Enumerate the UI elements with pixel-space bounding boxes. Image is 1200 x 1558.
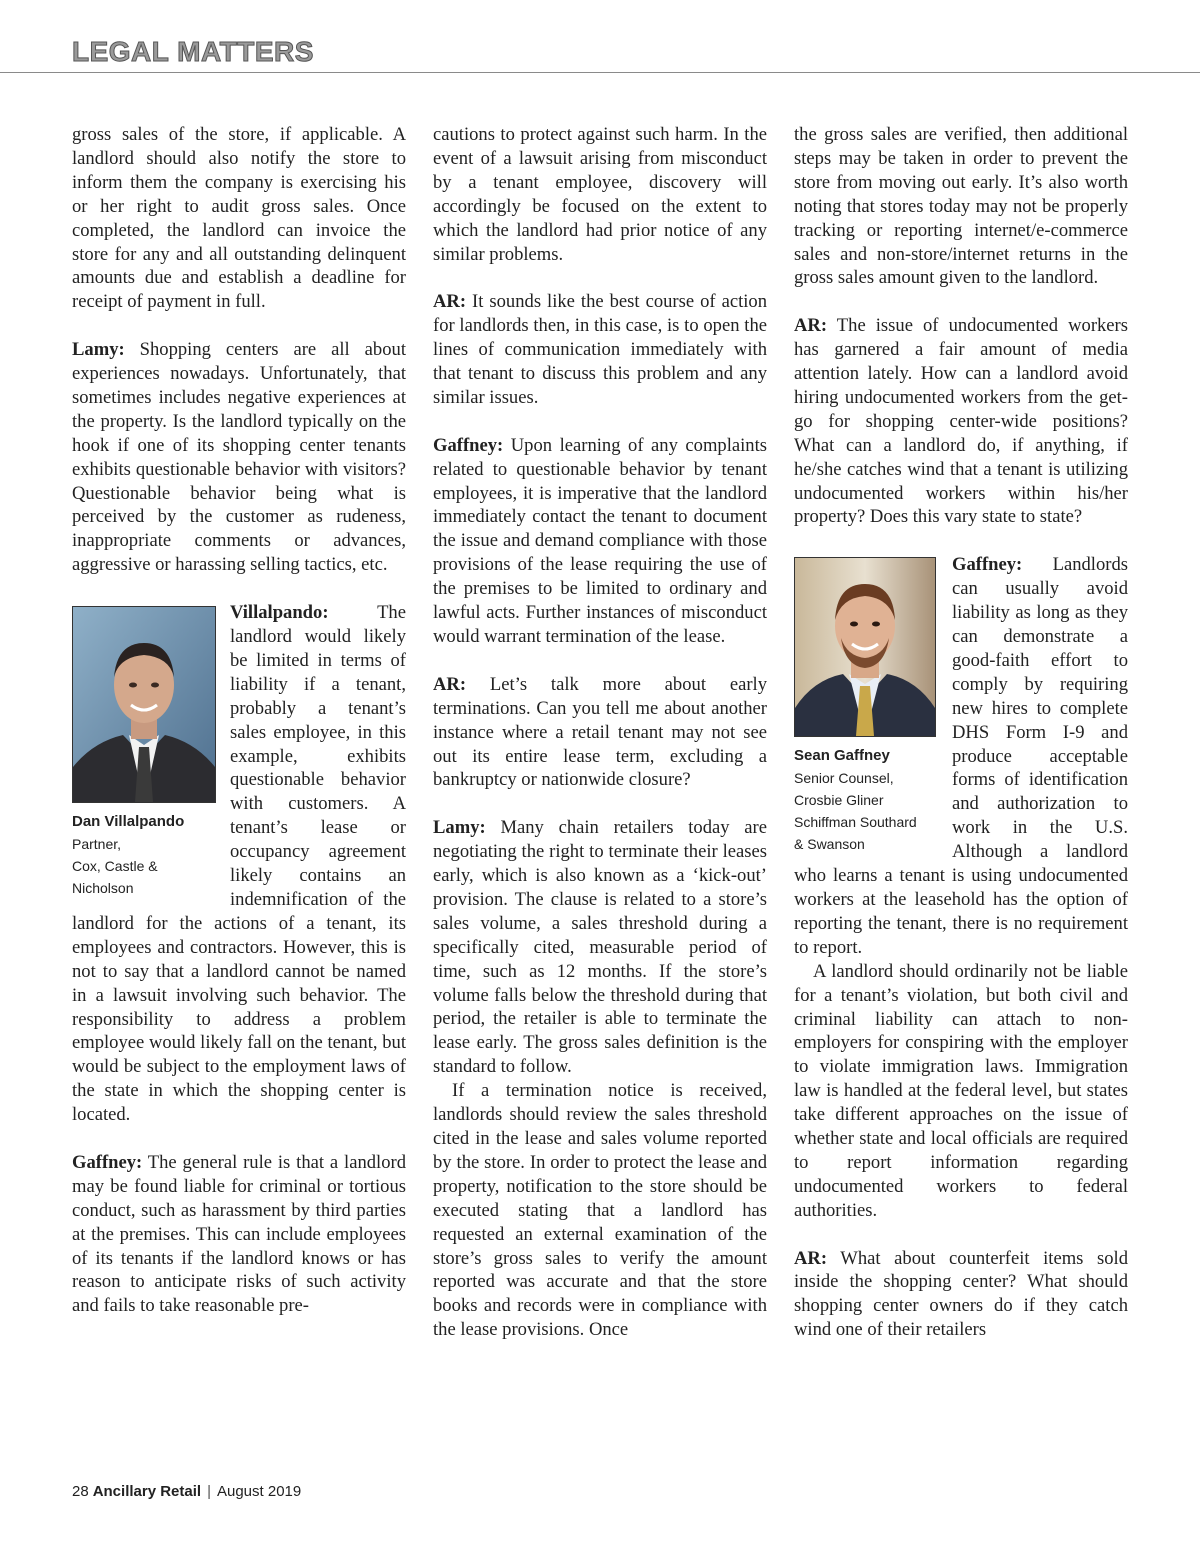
speaker-label: AR:	[794, 1247, 828, 1269]
speaker-label: Lamy:	[72, 339, 125, 361]
col2-paragraph-4	[433, 673, 767, 793]
speaker-label: Gaffney:	[72, 1151, 143, 1173]
paragraph-text: Shopping centers are all about experiences nowadays. Unfortunately, that sometimes includes negative experiences at the property. Is the landlord typically on the hook if one of its shopping center tenants exhibits questionable behavior with visitors? Questionable behavior being what is perceived by the customer as rudeness, inappropriate comments or advances, aggressive or harassing selling tactics, etc.	[72, 339, 406, 576]
speaker-label: AR:	[433, 291, 467, 313]
column-2	[433, 123, 767, 1342]
villalpando-caption	[72, 811, 220, 899]
villalpando-figure	[72, 606, 220, 899]
col2-paragraph-1: cautions to protect against such harm. In the event of a lawsuit arising from misconduct by a tenant employee, discovery will accordingly be focused on the extent to which the landlord had prior notice of any similar problems.	[433, 124, 767, 265]
col3-paragraph-5	[794, 1247, 1128, 1343]
caption-name: Dan Villalpando	[72, 813, 185, 831]
publication-name: Ancillary Retail	[92, 1483, 202, 1500]
gaffney-figure	[794, 557, 942, 855]
col1-paragraph-1: gross sales of the store, if applicable. A landlord should also notify the store to inform them the company is exercising his or her right to audit gross sales. Once completed, the landlord can invoice the store for any and all outstanding delinquent amounts due and establish a deadline for receipt of payment in full.	[72, 124, 406, 313]
caption-role: Crosbie Gliner	[794, 792, 884, 809]
caption-role: Cox, Castle &	[72, 858, 158, 875]
col1-paragraph-4	[72, 1151, 406, 1318]
caption-role: & Swanson	[794, 836, 865, 853]
col1-paragraph-2	[72, 338, 406, 577]
col2-paragraph-6: If a termination notice is received, landlords should review the sales threshold cited in the lease and sales volume reported by the store. In order to protect the lease and property, notification to the store should be executed stating that a landlord has requested an external examination of the store’s gross sales to verify the amount reported was accurate and that the store books and records were in compliance with the lease provisions. Once	[433, 1080, 767, 1341]
caption-role: Nicholson	[72, 880, 134, 897]
paragraph-text: Landlords can usually avoid liability as long as they can demonstrate a good-faith effort to comply by requiring new hires to complete DHS Form I-9 and produce acceptable forms of identification and authorization to work in the U.S. Although a landlord who learns a tenant is using undocumented workers at the leasehold has the option of reporting the tenant, there is no requirement to report.	[794, 554, 1128, 958]
col3-paragraph-2	[794, 314, 1128, 529]
paragraph-text: It sounds like the best course of action for landlords then, in this case, is to open the lines of communication immediately with that tenant to discuss this problem and any similar issues.	[433, 291, 767, 408]
gaffney-caption	[794, 745, 942, 855]
col2-paragraph-5	[433, 816, 767, 1079]
paragraph-text: The general rule is that a landlord may be found liable for criminal or tortious conduct, such as harassment by third parties at the premises. This can include employees of its tenants if the landlord knows or has reason to anticipate risks of such activity and fails to take reasonable pre-	[72, 1151, 406, 1317]
header-rule	[0, 72, 1200, 73]
speaker-label: Gaffney:	[952, 554, 1023, 576]
col2-paragraph-2	[433, 290, 767, 410]
speaker-label: AR:	[433, 673, 467, 695]
col3-paragraph-4: A landlord should ordinarily not be liable for a tenant’s violation, but both civil and criminal liability can attach to non-employers for conspiring with the employer to violate immigration laws. Immigration law is handled at the federal level, but states take different approaches on the issue of whether state and local officials are required to report information regarding undocumented workers to federal authorities.	[794, 960, 1128, 1221]
speaker-label: Gaffney:	[433, 434, 504, 456]
caption-role: Senior Counsel,	[794, 770, 894, 787]
section-title: LEGAL MATTERS	[72, 36, 314, 67]
villalpando-photo	[72, 606, 216, 803]
gaffney-photo	[794, 557, 936, 737]
page-footer	[72, 1483, 301, 1500]
speaker-label: AR:	[794, 315, 828, 337]
column-1	[72, 123, 406, 1318]
caption-role: Partner,	[72, 836, 122, 853]
col3-paragraph-1: the gross sales are verified, then additional steps may be taken in order to prevent the store from moving out early. It’s also worth noting that stores today may not be properly tracking or reporting internet/e-commerce sales and non-store/internet returns in the gross sales amount given to the landlord.	[794, 124, 1128, 289]
speaker-label: Villalpando:	[230, 602, 329, 624]
caption-role: Schiffman Southard	[794, 814, 917, 831]
paragraph-text: Many chain retailers today are negotiating the right to terminate their leases early, which is also known as a ‘kick-out’ provision. The clause is related to a store’s sales volume, a sales threshold during a specifically cited, measurable period of time, such as 12 months. If the store’s volume falls below the threshold during that period, the retailer is able to terminate the lease early. The gross sales definition is the standard to follow.	[433, 817, 767, 1078]
page-number: 28	[72, 1483, 89, 1500]
speaker-label: Lamy:	[433, 817, 486, 839]
footer-separator: |	[207, 1483, 211, 1500]
paragraph-text: The landlord would likely be limited in terms of liability if a tenant, probably a tenant’s sales employee, in this example, exhibits questionable behavior with customers. A tenant’s lease or occupancy agreement likely contains an indemnification of the landlord for the actions of a tenant, its employees and contractors. However, this is not to say that a landlord cannot be named in a lawsuit involving such behavior. The responsibility to address a problem employee would likely fall on the tenant, but would be subject to the employment laws of the state in which the shopping center is located.	[72, 602, 406, 1126]
issue-date: August 2019	[216, 1483, 302, 1500]
paragraph-text: What about counterfeit items sold inside the shopping center? What should shopping center owners do if they catch wind one of their retailers	[794, 1247, 1128, 1341]
col2-paragraph-3	[433, 434, 767, 649]
column-3	[794, 123, 1128, 1342]
paragraph-text: The issue of undocumented workers has garnered a fair amount of media attention lately. How can a landlord avoid hiring undocumented workers from the get-go for shopping center-wide positions? What can a landlord do, if anything, if he/she catches wind that a tenant is utilizing undocumented workers within his/her property? Does this vary state to state?	[794, 315, 1128, 528]
caption-name: Sean Gaffney	[794, 747, 890, 765]
paragraph-text: Upon learning of any complaints related to questionable behavior by tenant employees, it is imperative that the landlord immediately contact the tenant to document the issue and demand compliance with those provisions of the lease requiring the use of the premises to be limited to ordinary and lawful acts. Further instances of misconduct would warrant termination of the lease.	[433, 434, 767, 647]
paragraph-text: Let’s talk more about early terminations. Can you tell me about another instance where a retail tenant may not see out its entire lease term, excluding a bankruptcy or nationwide closure?	[433, 673, 767, 791]
